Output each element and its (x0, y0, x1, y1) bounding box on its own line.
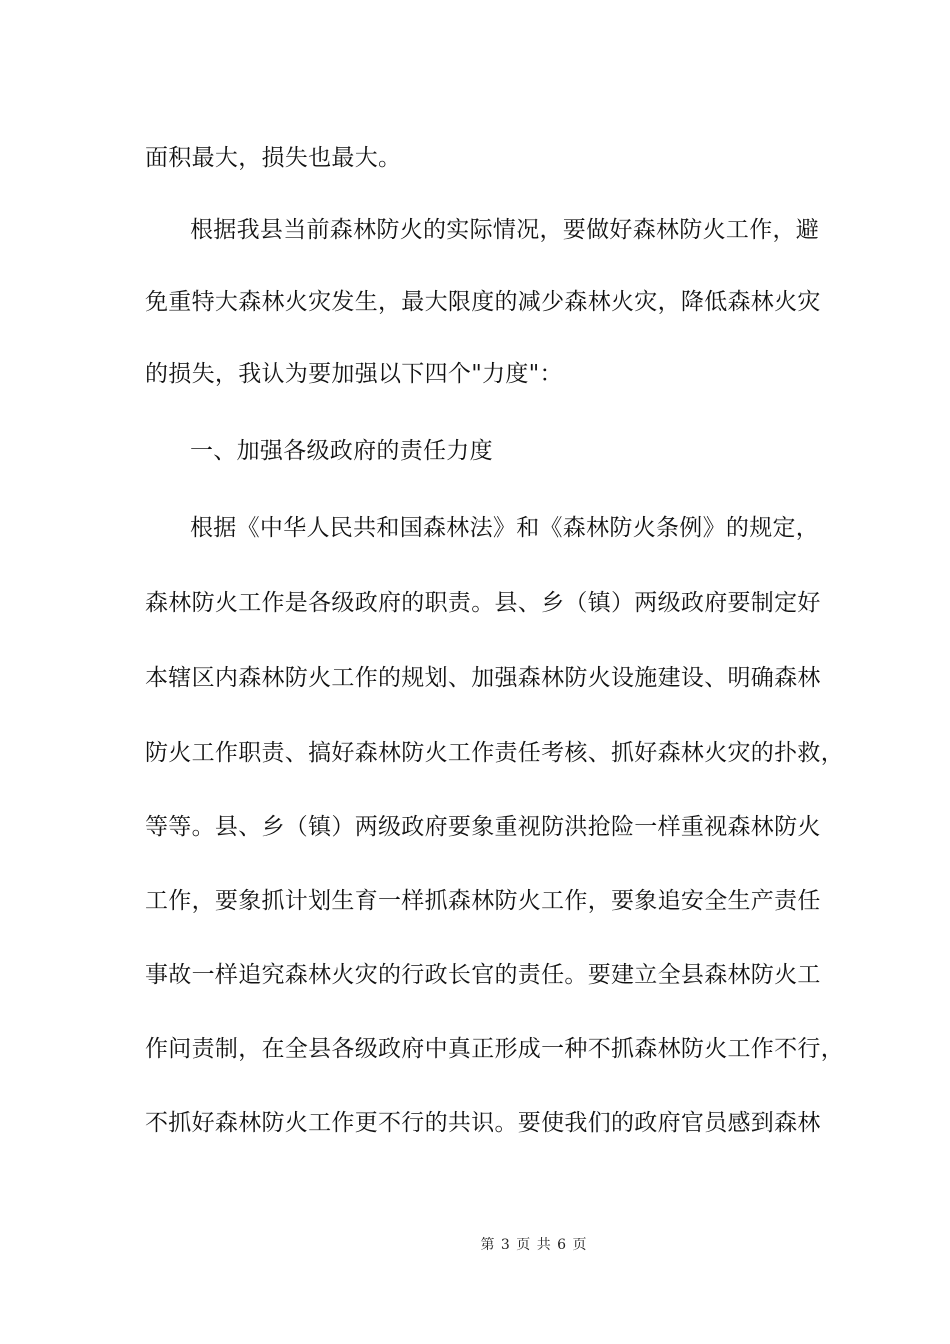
text-line: 事故一样追究森林火灾的行政长官的责任。要建立全县森林防火工 (145, 962, 821, 988)
text-line: 本辖区内森林防火工作的规划、加强森林防火设施建设、明确森林 (145, 665, 821, 691)
text-line: 等等。县、乡（镇）两级政府要象重视防洪抢险一样重视森林防火 (145, 814, 821, 840)
text-line: 的损失，我认为要加强以下四个"力度"： (145, 361, 563, 387)
text-line: 不抓好森林防火工作更不行的共识。要使我们的政府官员感到森林 (145, 1110, 821, 1136)
text-line: 防火工作职责、搞好森林防火工作责任考核、抓好森林火灾的扑救， (145, 740, 844, 766)
text-line: 森林防火工作是各级政府的职责。县、乡（镇）两级政府要制定好 (145, 590, 821, 616)
text-line: 工作，要象抓计划生育一样抓森林防火工作，要象追安全生产责任 (145, 888, 821, 914)
page-footer (0, 1236, 950, 1254)
section-heading: 一、加强各级政府的责任力度 (190, 438, 493, 464)
text-line: 作问责制，在全县各级政府中真正形成一种不抓森林防火工作不行， (145, 1036, 844, 1062)
paragraph-start-line: 根据《中华人民共和国森林法》和《森林防火条例》的规定， (190, 515, 820, 541)
text-line: 面积最大，损失也最大。 (145, 145, 402, 171)
paragraph-start-line: 根据我县当前森林防火的实际情况，要做好森林防火工作，避 (190, 217, 820, 243)
page-number-label: 第 3 页 共 6 页 (480, 1237, 588, 1253)
text-line: 免重特大森林火灾发生，最大限度的减少森林火灾，降低森林火灾 (145, 289, 821, 315)
